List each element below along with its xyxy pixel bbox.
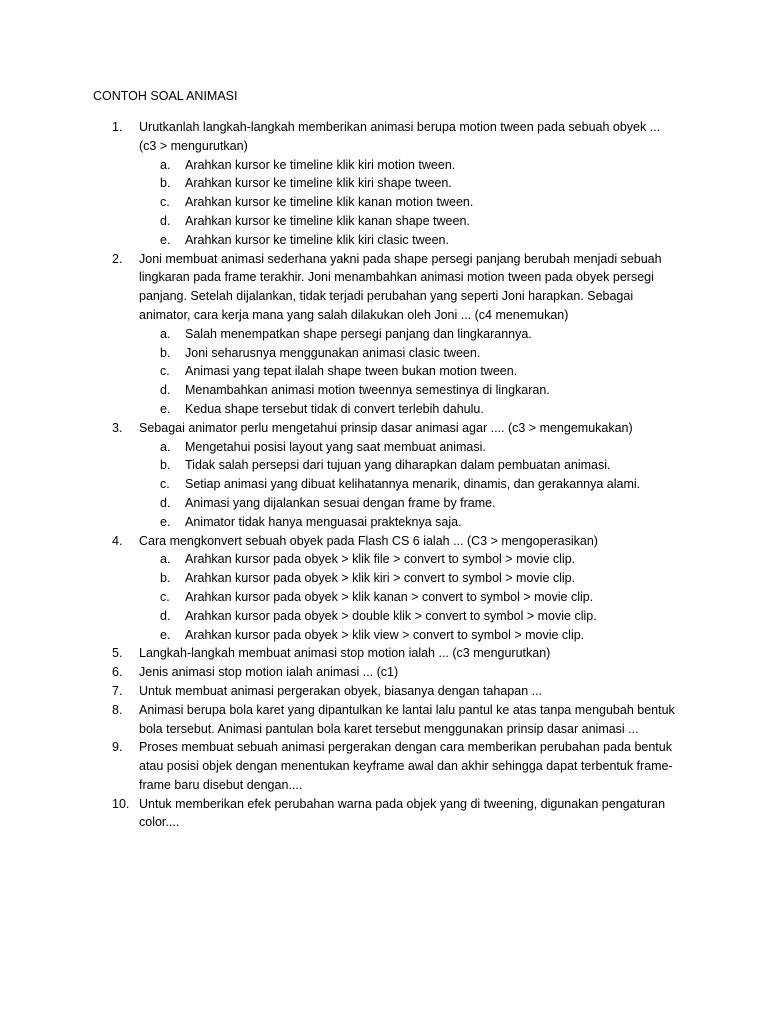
option-item <box>139 475 680 494</box>
option-text: Animator tidak hanya menguasai prakteknya saja. <box>185 514 462 529</box>
question-number: 4. <box>112 533 123 548</box>
option-letter: b. <box>160 571 171 586</box>
option-text: Setiap animasi yang dibuat kelihatannya menarik, dinamis, dan gerakannya alami. <box>185 477 641 492</box>
option-item <box>139 607 680 626</box>
option-text: Joni seharusnya menggunakan animasi clasic tween. <box>185 345 481 360</box>
question-number: 2. <box>112 251 123 266</box>
option-item <box>139 212 680 231</box>
question-number: 6. <box>112 665 123 680</box>
option-letter: e. <box>160 232 171 247</box>
question-item <box>0 795 768 833</box>
option-letter: a. <box>160 439 171 454</box>
option-letter: c. <box>160 589 170 604</box>
question-item <box>0 250 768 419</box>
option-text: Arahkan kursor ke timeline klik kiri clasic tween. <box>185 232 449 247</box>
question-number: 8. <box>112 702 123 717</box>
question-item <box>0 419 768 532</box>
option-item <box>139 626 680 645</box>
option-item <box>139 381 680 400</box>
option-letter: d. <box>160 383 171 398</box>
question-text: Cara mengkonvert sebuah obyek pada Flash CS 6 ialah ... (C3 > mengoperasikan) <box>139 533 598 548</box>
option-letter: a. <box>160 326 171 341</box>
option-text: Arahkan kursor ke timeline klik kanan motion tween. <box>185 195 474 210</box>
question-text: Untuk memberikan efek perubahan warna pada objek yang di tweening, digunakan pengaturan color.... <box>139 796 666 830</box>
option-list <box>139 325 680 419</box>
question-item <box>0 644 768 663</box>
option-list <box>139 438 680 532</box>
question-text: Jenis animasi stop motion ialah animasi ... (c1) <box>139 665 399 680</box>
question-number: 1. <box>112 120 123 134</box>
option-item <box>139 494 680 513</box>
question-number: 7. <box>112 683 123 698</box>
option-item <box>139 325 680 344</box>
option-list <box>139 550 680 644</box>
option-text: Arahkan kursor ke timeline klik kanan shape tween. <box>185 213 470 228</box>
option-item <box>139 456 680 475</box>
option-list <box>139 156 680 250</box>
option-item <box>139 569 680 588</box>
option-item <box>139 156 680 175</box>
question-text: Sebagai animator perlu mengetahui prinsip dasar animasi agar .... (c3 > mengemukakan) <box>139 420 633 435</box>
question-text: Animasi berupa bola karet yang dipantulkan ke lantai lalu pantul ke atas tanpa mengubah bentuk bola tersebut. Animasi pantulan bola karet tersebut menggunakan prinsip dasar animasi ... <box>139 702 675 736</box>
option-letter: d. <box>160 608 171 623</box>
option-item <box>139 438 680 457</box>
option-letter: c. <box>160 477 170 492</box>
option-item <box>139 400 680 419</box>
option-text: Arahkan kursor ke timeline klik kiri shape tween. <box>185 176 452 191</box>
question-item <box>0 738 768 794</box>
option-letter: e. <box>160 514 171 529</box>
option-item <box>139 174 680 193</box>
option-letter: c. <box>160 195 170 210</box>
question-list <box>0 118 768 832</box>
question-text: Untuk membuat animasi pergerakan obyek, biasanya dengan tahapan ... <box>139 683 543 698</box>
question-text: Langkah-langkah membuat animasi stop motion ialah ... (c3 mengurutkan) <box>139 646 551 661</box>
option-letter: b. <box>160 176 171 191</box>
option-text: Tidak salah persepsi dari tujuan yang diharapkan dalam pembuatan animasi. <box>185 458 611 473</box>
option-letter: d. <box>160 495 171 510</box>
option-text: Animasi yang dijalankan sesuai dengan frame by frame. <box>185 495 496 510</box>
question-number: 5. <box>112 646 123 661</box>
option-item <box>139 344 680 363</box>
option-letter: e. <box>160 627 171 642</box>
question-text: Urutkanlah langkah-langkah memberikan animasi berupa motion tween pada sebuah obyek ... (c3 > mengurutkan) <box>139 120 661 153</box>
option-letter: b. <box>160 458 171 473</box>
option-text: Arahkan kursor pada obyek > klik file > convert to symbol > movie clip. <box>185 552 576 567</box>
option-letter: d. <box>160 213 171 228</box>
document-title: CONTOH SOAL ANIMASI <box>93 89 238 103</box>
option-text: Mengetahui posisi layout yang saat membuat animasi. <box>185 439 486 454</box>
option-text: Kedua shape tersebut tidak di convert terlebih dahulu. <box>185 401 484 416</box>
question-item <box>0 701 768 739</box>
option-text: Salah menempatkan shape persegi panjang dan lingkarannya. <box>185 326 532 341</box>
option-text: Arahkan kursor ke timeline klik kiri motion tween. <box>185 157 456 172</box>
question-number: 3. <box>112 420 123 435</box>
option-text: Arahkan kursor pada obyek > double klik > convert to symbol > movie clip. <box>185 608 597 623</box>
option-text: Animasi yang tepat ilalah shape tween bukan motion tween. <box>185 364 518 379</box>
question-number: 10. <box>112 796 130 811</box>
question-item <box>0 118 768 250</box>
question-item <box>0 532 768 645</box>
question-item <box>0 682 768 701</box>
question-item <box>0 663 768 682</box>
option-item <box>139 231 680 250</box>
option-item <box>139 513 680 532</box>
option-text: Arahkan kursor pada obyek > klik view > convert to symbol > movie clip. <box>185 627 585 642</box>
option-letter: b. <box>160 345 171 360</box>
question-text: Proses membuat sebuah animasi pergerakan dengan cara memberikan perubahan pada bentuk atau posisi objek dengan menentukan keyframe awal dan akhir sehingga dapat terbentuk frame-frame baru disebut dengan.... <box>139 740 673 792</box>
option-letter: a. <box>160 552 171 567</box>
option-text: Menambahkan animasi motion tweennya semestinya di lingkaran. <box>185 383 550 398</box>
option-letter: c. <box>160 364 170 379</box>
option-text: Arahkan kursor pada obyek > klik kiri > convert to symbol > movie clip. <box>185 571 576 586</box>
option-item <box>139 193 680 212</box>
option-letter: e. <box>160 401 171 416</box>
option-letter: a. <box>160 157 171 172</box>
option-item <box>139 362 680 381</box>
question-text: Joni membuat animasi sederhana yakni pada shape persegi panjang berubah menjadi sebuah lingkaran pada frame terakhir. Joni menambahkan animasi motion tween pada obyek persegi panjang. Setelah dijalankan, tidak terjadi perubahan yang seperti Joni harapkan. Sebagai animator, cara kerja mana yang salah dilakukan oleh Joni ... (c4 menemukan) <box>139 251 662 322</box>
option-text: Arahkan kursor pada obyek > klik kanan > convert to symbol > movie clip. <box>185 589 594 604</box>
question-number: 9. <box>112 740 123 755</box>
option-item <box>139 550 680 569</box>
option-item <box>139 588 680 607</box>
